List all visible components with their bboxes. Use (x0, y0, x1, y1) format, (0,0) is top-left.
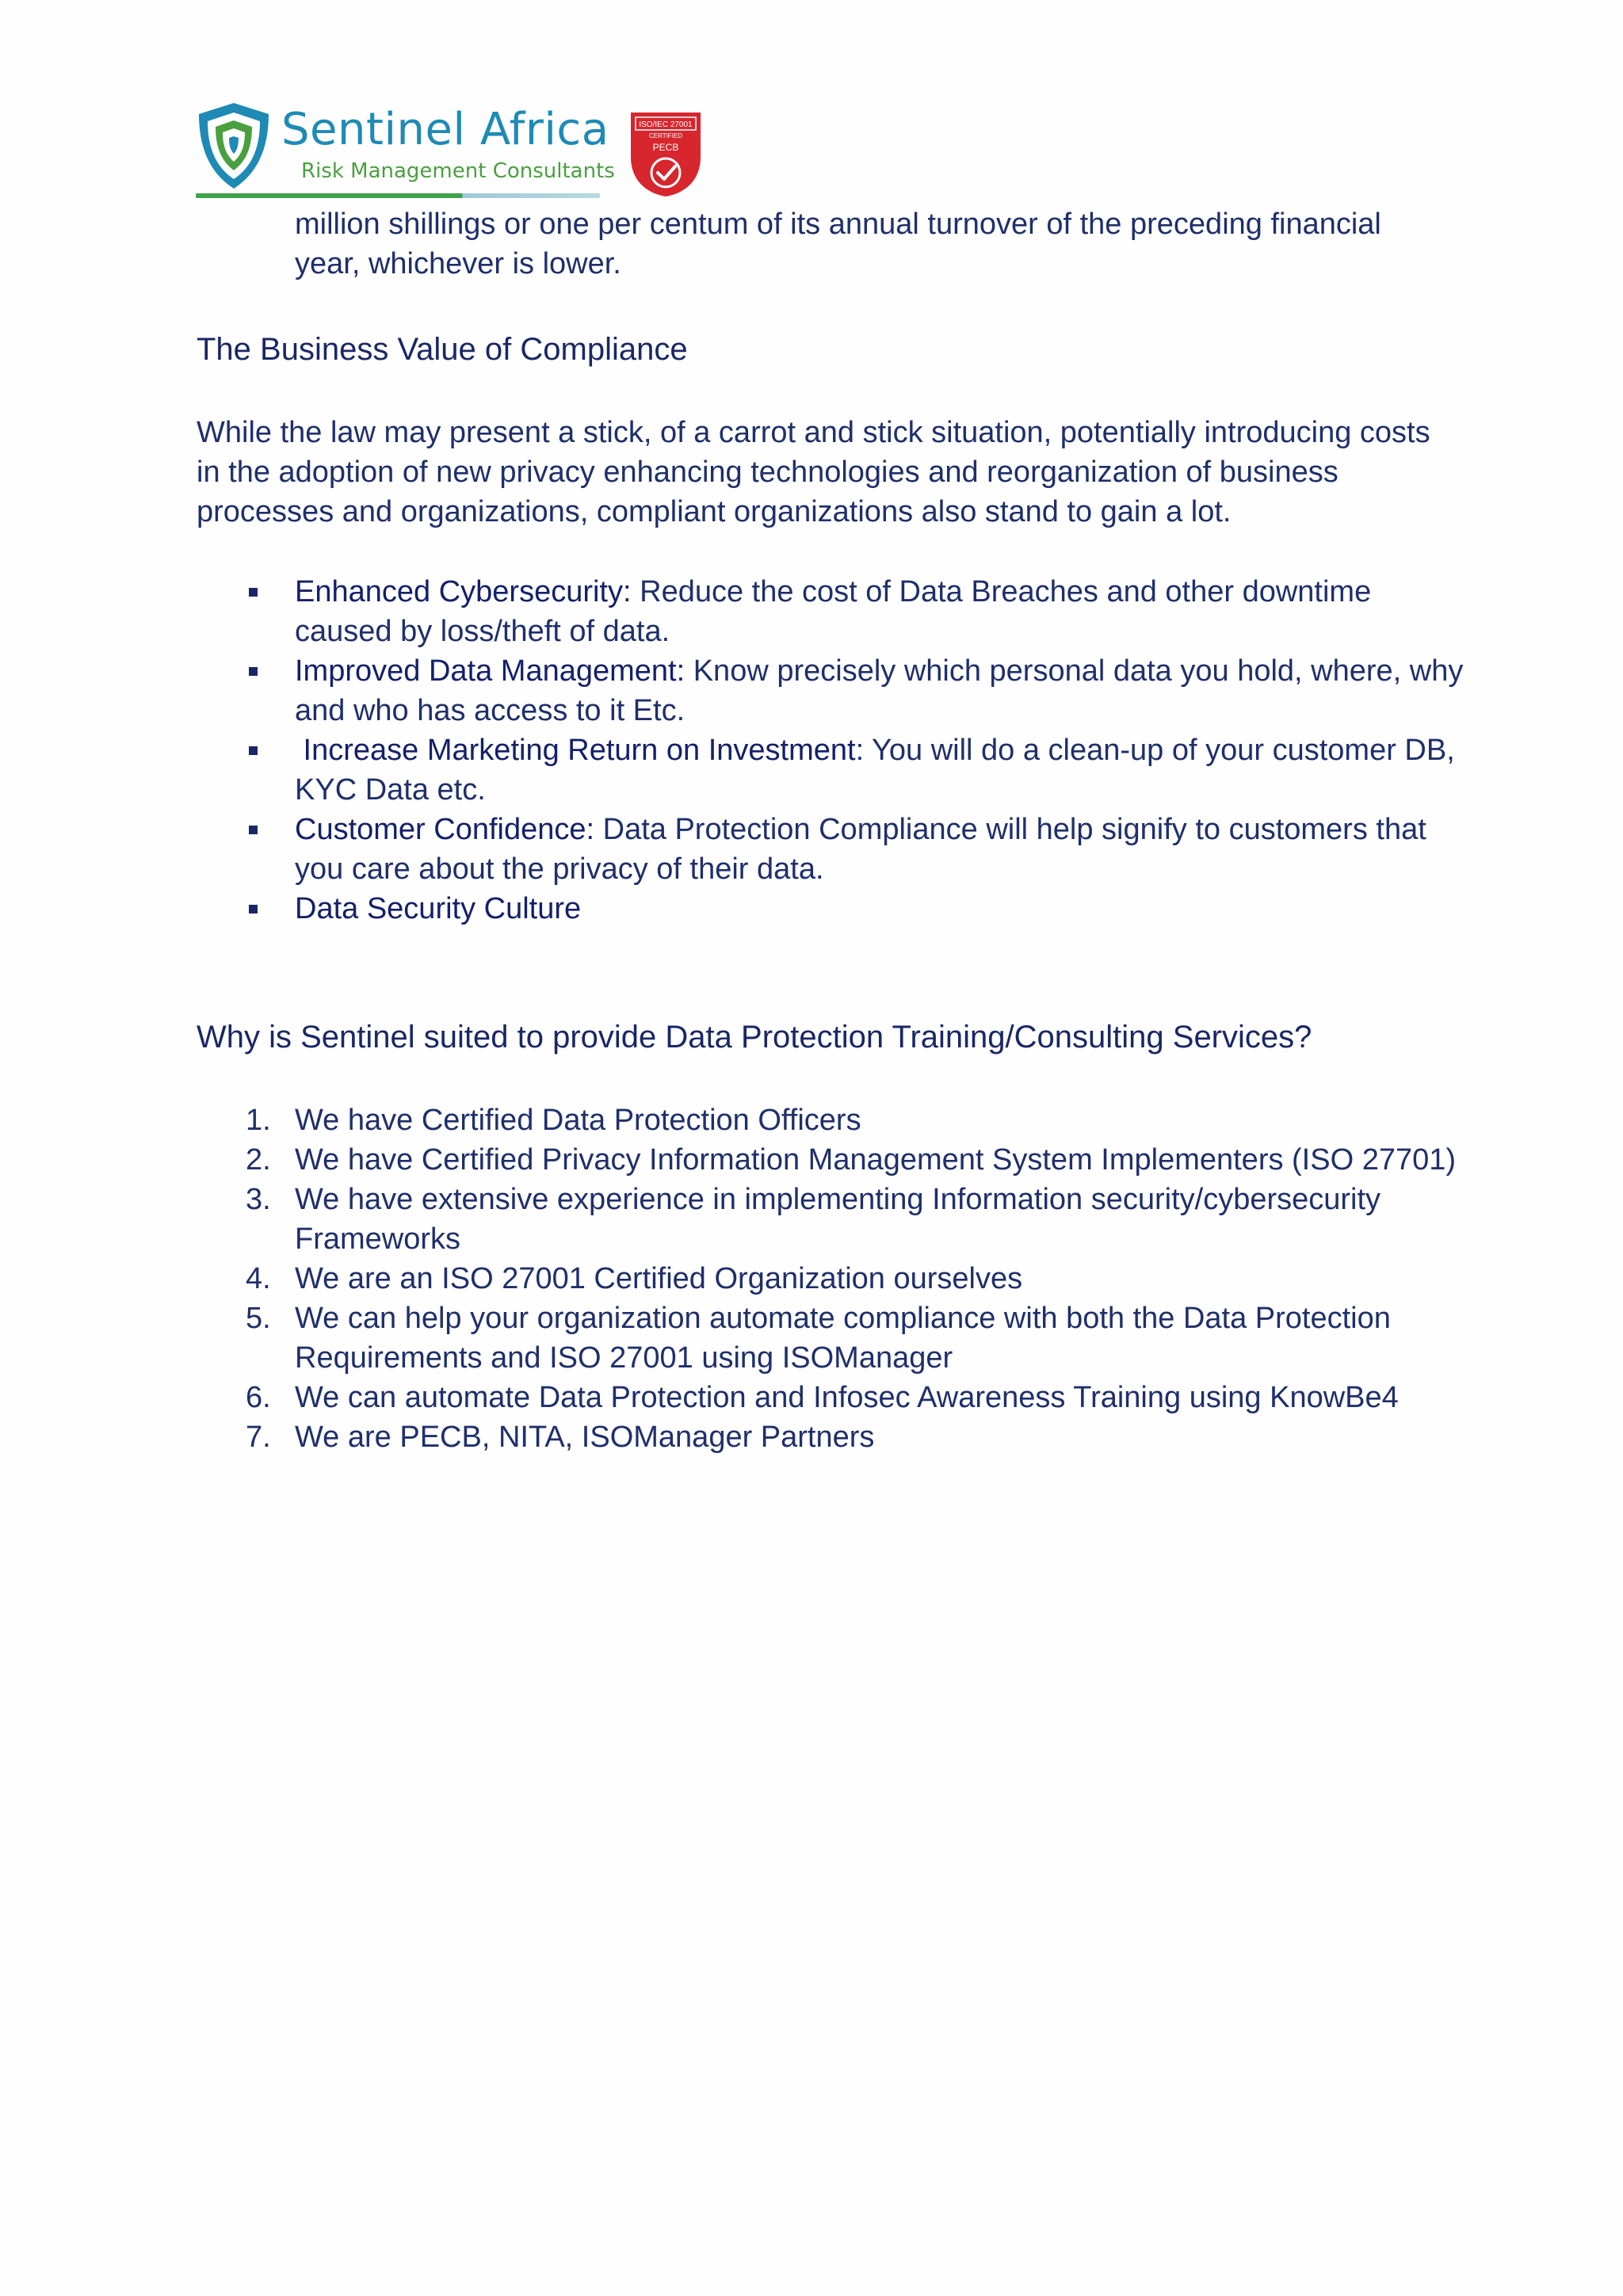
list-item (197, 1140, 1465, 1180)
bullet-label: Improved Data Management: (295, 654, 685, 688)
brand-name: Sentinel Africa (281, 104, 609, 155)
list-item (197, 1180, 1465, 1259)
square-bullet-icon (249, 826, 258, 834)
bullet-text: Data Protection Compliance will help signify to customers that you care about the privacy of their data. (295, 813, 1426, 886)
bullet-label: Customer Confidence: (295, 813, 595, 846)
list-item (197, 810, 1465, 889)
square-bullet-icon (249, 667, 258, 676)
list-item (197, 889, 1465, 929)
section-heading-business-value: The Business Value of Compliance (197, 332, 688, 367)
list-item (197, 1299, 1465, 1378)
bullet-text: : You will do a clean-up of your customer DB, KYC Data etc. (295, 734, 1455, 807)
badge-line2: CERTIFIED (648, 132, 683, 139)
header-logo (196, 101, 719, 204)
item-text: We have Certified Privacy Information Management System Implementers (ISO 27701) (295, 1143, 1457, 1177)
reasons-list (197, 1100, 1465, 1457)
iso-certified-badge-icon (628, 109, 704, 198)
list-item (197, 572, 1465, 651)
bullet-label: Enhanced Cybersecurity: (295, 575, 632, 608)
brand-tagline: Risk Management Consultants (301, 159, 615, 183)
square-bullet-icon (249, 746, 258, 755)
section-heading-why-sentinel: Why is Sentinel suited to provide Data Protection Training/Consulting Services? (197, 1020, 1312, 1055)
benefits-list (197, 572, 1465, 929)
item-number: 4. (246, 1262, 271, 1295)
item-text: We have Certified Data Protection Officers (295, 1104, 861, 1137)
badge-line1: ISO/IEC 27001 (639, 120, 693, 129)
item-number: 7. (246, 1421, 271, 1454)
list-item (197, 730, 1465, 810)
list-item (197, 651, 1465, 730)
intro-paragraph: While the law may present a stick, of a carrot and stick situation, potentially introducing costs in the adoption of new privacy enhancing technologies and reorganization of business processes and organizations, compliant organizations also stand to gain a lot. (197, 416, 1430, 528)
list-item (197, 1259, 1465, 1299)
bullet-text: Know precisely which personal data you hold, where, why and who has access to it Etc. (295, 654, 1464, 727)
item-text: We have extensive experience in implementing Information security/cybersecurity Frameworks (295, 1183, 1381, 1256)
item-number: 1. (246, 1104, 271, 1137)
continuation-paragraph: million shillings or one per centum of its annual turnover of the preceding financial year, whichever is lower. (295, 208, 1381, 280)
brand-underline (196, 193, 600, 198)
item-text: We are PECB, NITA, ISOManager Partners (295, 1421, 875, 1454)
item-text: We are an ISO 27001 Certified Organization ourselves (295, 1262, 1023, 1295)
square-bullet-icon (249, 588, 258, 597)
item-number: 6. (246, 1381, 271, 1414)
badge-line3: PECB (652, 142, 679, 153)
item-number: 5. (246, 1302, 271, 1335)
square-bullet-icon (249, 905, 258, 913)
list-item (197, 1417, 1465, 1457)
bullet-text: Reduce the cost of Data Breaches and other downtime caused by loss/theft of data. (295, 575, 1372, 648)
item-text: We can automate Data Protection and Infosec Awareness Training using KnowBe4 (295, 1381, 1399, 1414)
list-item (197, 1100, 1465, 1140)
item-number: 3. (246, 1183, 271, 1216)
item-text: We can help your organization automate compliance with both the Data Protection Requirements and ISO 27001 using ISOManager (295, 1302, 1391, 1375)
shield-logo-icon (196, 101, 272, 190)
item-number: 2. (246, 1143, 271, 1177)
bullet-label: Increase Marketing Return on Investment (295, 734, 856, 767)
list-item (197, 1378, 1465, 1417)
bullet-label: Data Security Culture (295, 892, 582, 925)
